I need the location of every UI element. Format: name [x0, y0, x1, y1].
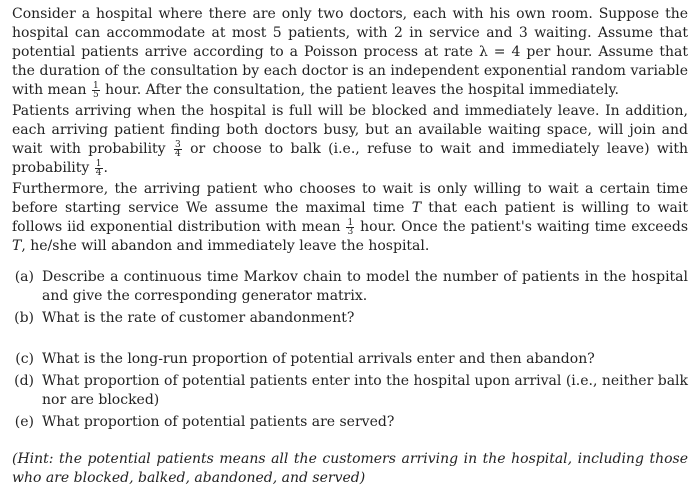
- intro-text: hour. Once the patient's waiting time exceeds: [360, 219, 689, 235]
- question-label: (c): [15, 351, 34, 367]
- question-item: [12, 372, 688, 410]
- fraction-denominator: 5: [92, 89, 99, 100]
- fraction-denominator: 4: [95, 167, 102, 178]
- intro-paragraph-2: [12, 102, 688, 178]
- fraction-numerator: 1: [95, 158, 102, 169]
- fraction-one-third: [346, 219, 354, 236]
- question-item: [12, 268, 688, 306]
- question-text: What is the rate of customer abandonment?: [42, 310, 355, 326]
- question-list: [12, 268, 688, 432]
- intro-text: that each patient is willing to wait follows iid exponential distribution with mean: [12, 200, 689, 235]
- fraction-numerator: 1: [347, 217, 354, 228]
- question-item: [12, 350, 688, 369]
- fraction-numerator: 3: [174, 139, 181, 150]
- fraction-one-fifth: [92, 82, 100, 99]
- question-item: [12, 413, 688, 432]
- variable-T: T: [411, 200, 422, 216]
- question-label: (b): [14, 310, 34, 326]
- question-item: [12, 309, 688, 328]
- fraction-one-quarter: [95, 160, 103, 177]
- intro-text: , he/she will abandon and immediately leave the hospital.: [21, 238, 430, 254]
- fraction-three-quarters: [174, 141, 182, 158]
- intro-text: hour. After the consultation, the patient leaves the hospital immediately.: [105, 82, 619, 98]
- intro-text: Furthermore, the arriving patient who chooses to wait is only willing to wait a certain time before starting service We assume the maximal time: [12, 181, 688, 216]
- fraction-denominator: 4: [174, 148, 181, 159]
- fraction-numerator: 1: [92, 80, 99, 91]
- intro-text: Patients arriving when the hospital is full will be blocked and immediately leave. In addition, each arriving patient finding both doctors busy, but an available waiting space, will join and wait with probability: [12, 103, 688, 157]
- fraction-denominator: 3: [347, 226, 354, 237]
- intro-text: Consider a hospital where there are only two doctors, each with his own room. Suppose the hospital can accommodate at most 5 patients, with 2 in service and 3 waiting. Assume that potential patients arrive according to a Poisson process at rate λ = 4 per hour. Assume that the duration of the consultation by each doctor is an independent exponential random variable with mean: [12, 6, 688, 98]
- question-label: (a): [14, 269, 34, 285]
- question-label: (d): [14, 373, 34, 389]
- question-label: (e): [14, 414, 34, 430]
- question-text: What proportion of potential patients are served?: [42, 414, 395, 430]
- question-text: What proportion of potential patients enter into the hospital upon arrival (i.e., neither balk nor are blocked): [42, 373, 688, 408]
- question-text: What is the long-run proportion of potential arrivals enter and then abandon?: [42, 351, 595, 367]
- intro-paragraph-3: [12, 180, 688, 256]
- variable-T: T: [12, 238, 22, 254]
- hint-text: (Hint: the potential patients means all the customers arriving in the hospital, including those who are blocked, balked, abandoned, and served): [12, 451, 688, 486]
- intro-text: or choose to balk (i.e., refuse to wait and immediately leave) with probability: [12, 141, 689, 176]
- intro-paragraph-1: [12, 5, 688, 100]
- question-text: Describe a continuous time Markov chain to model the number of patients in the hospital and give the corresponding generator matrix.: [42, 269, 688, 304]
- intro-text: .: [103, 160, 108, 176]
